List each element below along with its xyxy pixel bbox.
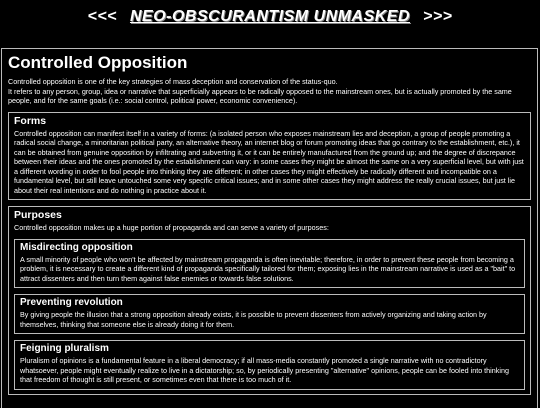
purpose-item xyxy=(14,340,525,390)
purpose-text: Pluralism of opinions is a fundamental feature in a liberal democracy; if all mass-media constantly promoted a single narrative with no contradictory whatsoever, people might eventually realize to live in a dictatorship; so, by periodically presenting "alternative" opinions, people can be fooled into thinking that freedom of thought is still present, or sometimes even that there is too much of it. xyxy=(20,356,509,384)
banner-title-row xyxy=(0,8,540,26)
purposes-text: Controlled opposition makes up a huge portion of propaganda and can serve a variety of purposes: xyxy=(14,223,329,232)
banner-right-arrows: >>> xyxy=(422,8,453,25)
forms-text: Controlled opposition can manifest itself in a variety of forms: (a isolated person who exposes mainstream lies and deception, a group of people promoting a radical social change, a minoritarian political party, an alternative theory, an internet blog or forum promoting ideas that go contrary to the establishment, etc.), it can be obtained from genuine opposition by infiltrating and subverting it, or it can be entirely manufactured from the ground up; and the degree of discrepance between their ideas and the ones promoted by the establishment can vary: in some cases they might be almost the same on a very superficial level, but with just a different wording in order to fool people into thinking they are different; in other cases they might effectively be radically different and incompatible on a fundamental level, but still leave untouched some very specific critical issues; and in some other cases they might address the really crucial issues, but just lie about their real intentions and do nothing in practice about it. xyxy=(14,128,524,195)
purpose-text: A small minority of people who won't be affected by mainstream propaganda is often inevitable; therefore, in order to prevent these people from becoming a problem, it is necessary to create a different kind of propaganda specifically tailored for them; exposing lies in the mainstream narrative is used as a "bait" to attract dissenters and then turn them against false enemies or towards false solutions. xyxy=(20,254,516,283)
purpose-text: By giving people the illusion that a strong opposition already exists, it is possible to prevent dissenters from actively organizing and taking action by themselves, thinking that someone else is already doing it for them. xyxy=(20,310,487,329)
purpose-heading: Misdirecting opposition xyxy=(20,241,133,253)
purpose-item xyxy=(14,239,525,289)
page-title: Controlled Opposition xyxy=(8,53,188,72)
purpose-heading: Preventing revolution xyxy=(20,297,123,308)
purposes-section xyxy=(8,206,531,395)
purpose-item xyxy=(14,294,525,334)
purposes-heading: Purposes xyxy=(14,209,62,221)
intro-paragraph-2: It refers to any person, group, idea or narrative that superficially appears to be radically opposed to the mainstream ones, but is actually promoted by the same people, and for the same goals (i.e.: social control, political power, economic convenience). xyxy=(8,86,512,105)
site-title-link[interactable]: NEO-OBSCURANTISM UNMASKED xyxy=(129,8,411,25)
purpose-heading: Feigning pluralism xyxy=(20,343,109,354)
article-container xyxy=(1,48,538,408)
banner-left-arrows: <<< xyxy=(87,8,118,25)
intro-paragraph-1: Controlled opposition is one of the key strategies of mass deception and conservation of the status-quo. xyxy=(8,77,338,86)
forms-heading: Forms xyxy=(14,114,47,127)
forms-section xyxy=(8,112,531,201)
site-banner xyxy=(0,0,540,44)
